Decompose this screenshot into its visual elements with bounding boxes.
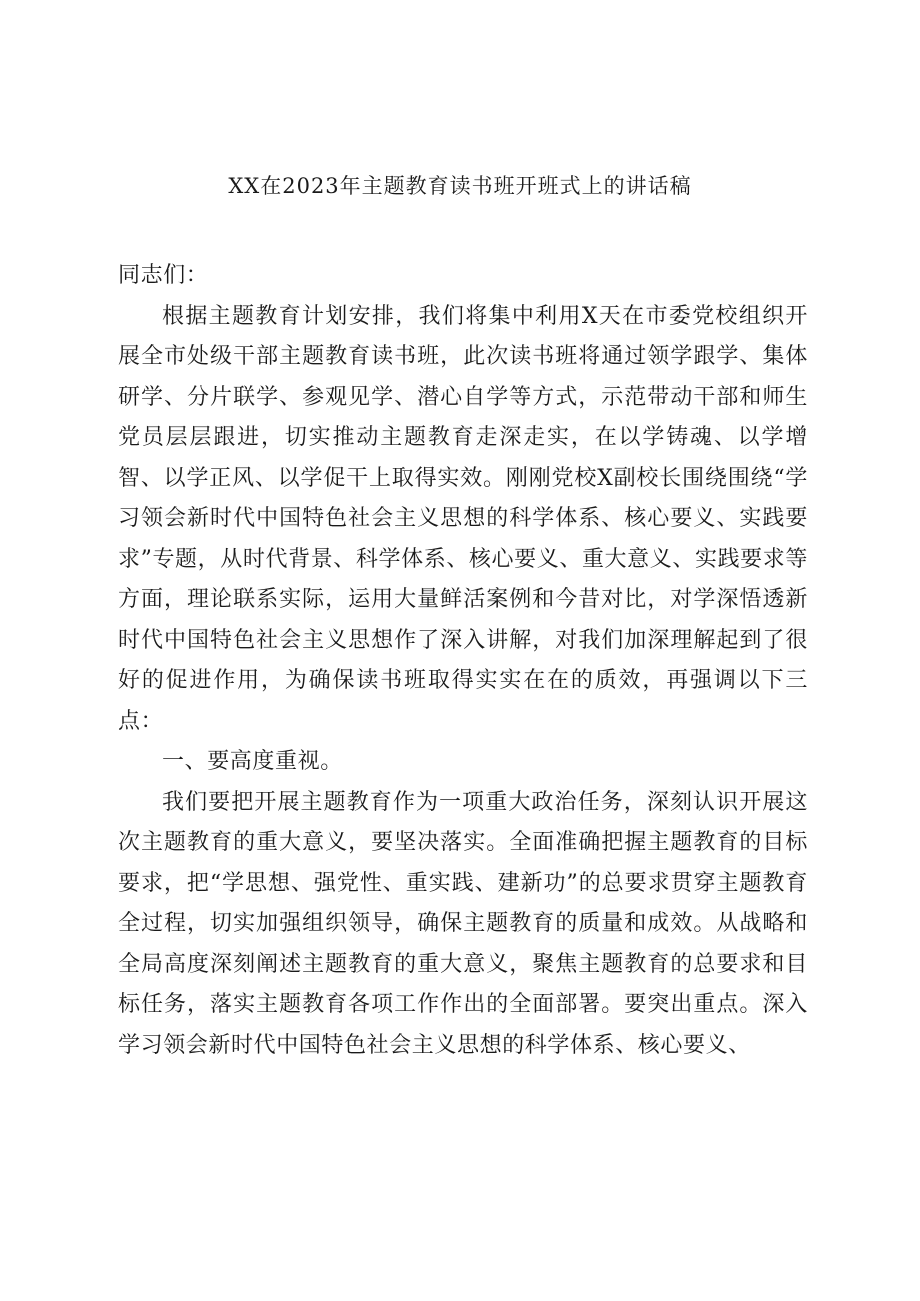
document-body — [118, 256, 808, 1066]
document-title: XX在2023年主题教育读书班开班式上的讲话稿 — [228, 174, 692, 198]
section-heading-1: 一、要高度重视。 — [162, 749, 343, 774]
greeting: 同志们： — [118, 263, 209, 288]
paragraph-section-1: 我们要把开展主题教育作为一项重大政治任务，深刻认识开展这次主题教育的重大意义，要坚决落实。全面准确把握主题教育的目标要求，把“学思想、强党性、重实践、建新功”的总要求贯穿主题教育全过程，切实加强组织领导，确保主题教育的质量和成效。从战略和全局高度深刻阐述主题教育的重大意义，聚焦主题教育的总要求和目标任务，落实主题教育各项工作作出的全面部署。要突出重点。深入学习领会新时代中国特色社会主义思想的科学体系、核心要义、 — [118, 789, 808, 1058]
paragraph-intro: 根据主题教育计划安排，我们将集中利用X天在市委党校组织开展全市处级干部主题教育读书班，此次读书班将通过领学跟学、集体研学、分片联学、参观见学、潜心自学等方式，示范带动干部和师生党员层层跟进，切实推动主题教育走深走实，在以学铸魂、以学增智、以学正风、以学促干上取得实效。刚刚党校X副校长围绕围绕“学习领会新时代中国特色社会主义思想的科学体系、核心要义、实践要求”专题，从时代背景、科学体系、核心要义、重大意义、实践要求等方面，理论联系实际，运用大量鲜活案例和今昔对比，对学深悟透新时代中国特色社会主义思想作了深入讲解，对我们加深理解起到了很好的促进作用，为确保读书班取得实实在在的质效，再强调以下三点： — [118, 303, 808, 734]
